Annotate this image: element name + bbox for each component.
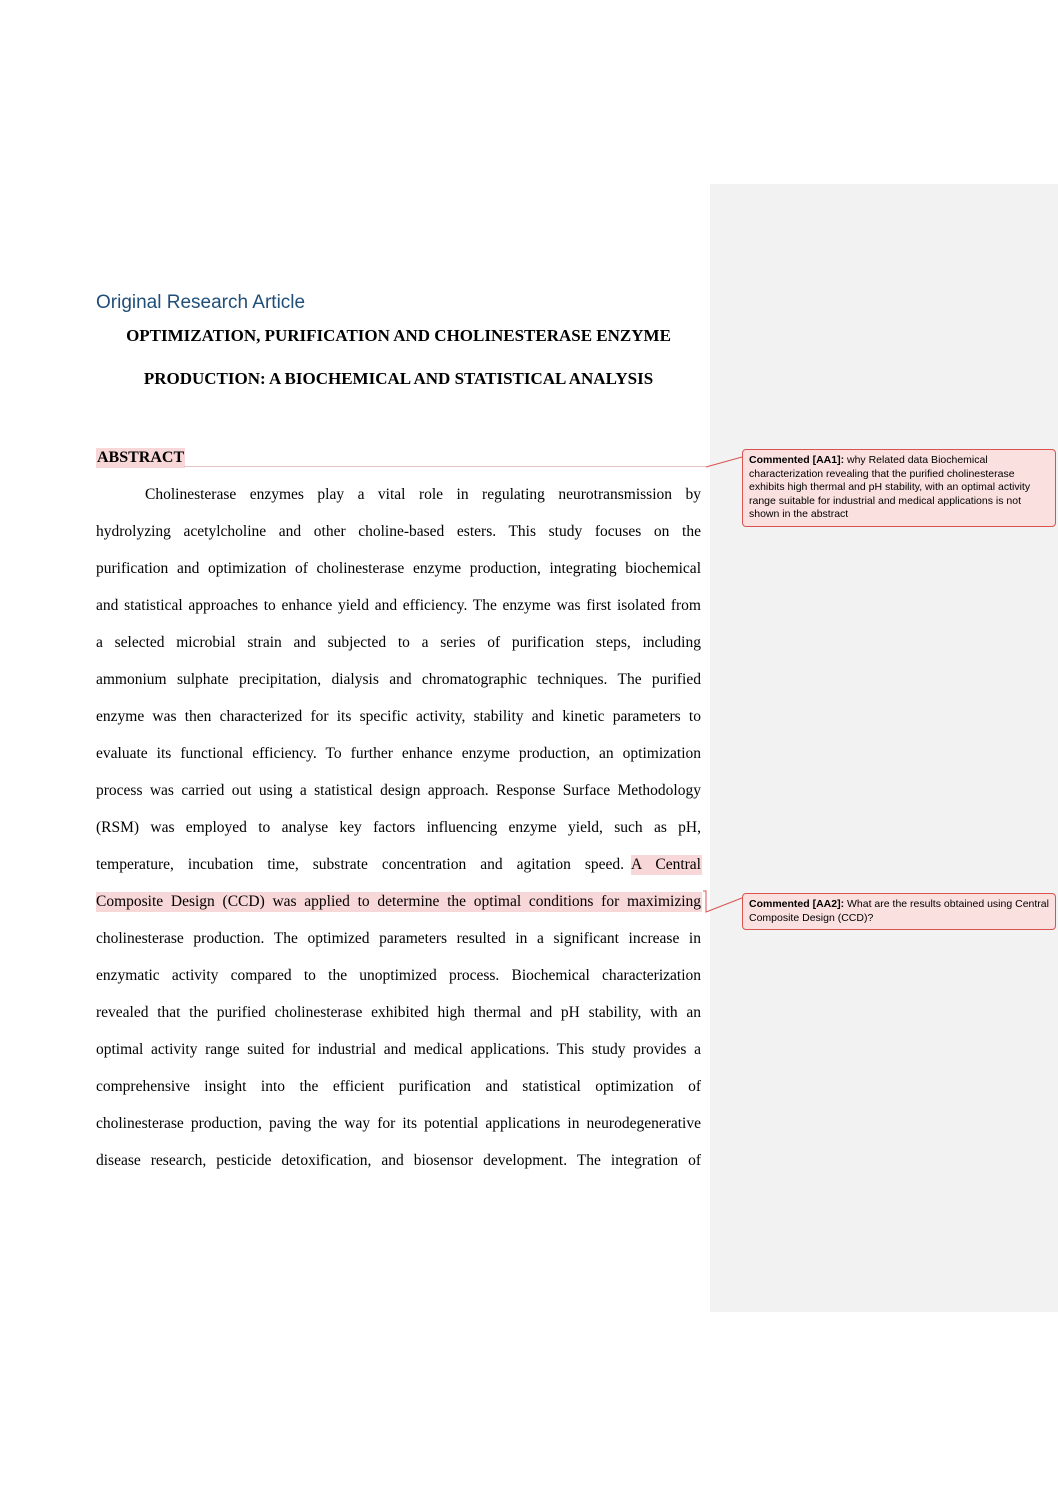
abstract-line: cholinesterase production, paving the way for its potential applications in neurodegenerative	[96, 1115, 701, 1132]
comment-author: Commented [AA1]:	[749, 454, 845, 466]
article-type-label: Original Research Article	[96, 292, 306, 313]
abstract-line: Cholinesterase enzymes play a vital role in regulating neurotransmission by	[145, 486, 701, 503]
abstract-line: (RSM) was employed to analyse key factors influencing enzyme yield, such as pH,	[96, 819, 701, 836]
abstract-line-highlighted[interactable]: A Central	[631, 856, 701, 873]
abstract-line: a selected microbial strain and subjected to a series of purification steps, including	[96, 634, 701, 651]
comment-text: What are the results obtained using Central Composite Design (CCD)?	[749, 898, 1049, 924]
comment-balloon-aa1[interactable]	[742, 449, 1056, 527]
abstract-line: purification and optimization of cholinesterase enzyme production, integrating biochemical	[96, 560, 701, 577]
comment-pane	[710, 184, 1058, 1312]
comment-balloon-aa2[interactable]	[742, 893, 1056, 930]
abstract-line-highlighted[interactable]: Composite Design (CCD) was applied to determine the optimal conditions for maximizing	[96, 893, 701, 910]
abstract-line: enzyme was then characterized for its specific activity, stability and kinetic parameters to	[96, 708, 701, 725]
abstract-line: ammonium sulphate precipitation, dialysis and chromatographic techniques. The purified	[96, 671, 701, 688]
comment-author: Commented [AA2]:	[749, 898, 845, 910]
abstract-line: comprehensive insight into the efficient purification and statistical optimization of	[96, 1078, 701, 1095]
abstract-line: hydrolyzing acetylcholine and other choline-based esters. This study focuses on the	[96, 523, 701, 540]
abstract-line: revealed that the purified cholinesterase exhibited high thermal and pH stability, with an	[96, 1004, 701, 1021]
abstract-heading[interactable]: ABSTRACT	[97, 449, 185, 466]
abstract-line: evaluate its functional efficiency. To further enhance enzyme production, an optimization	[96, 745, 701, 762]
abstract-line: optimal activity range suited for industrial and medical applications. This study provides a	[96, 1041, 701, 1058]
abstract-line: cholinesterase production. The optimized parameters resulted in a significant increase in	[96, 930, 701, 947]
title-line-2: PRODUCTION: A BIOCHEMICAL AND STATISTICAL ANALYSIS	[143, 369, 654, 388]
abstract-line: enzymatic activity compared to the unoptimized process. Biochemical characterization	[96, 967, 701, 984]
abstract-line: disease research, pesticide detoxification, and biosensor development. The integration of	[96, 1152, 701, 1169]
comment-anchor-rule	[184, 466, 706, 467]
abstract-line: and statistical approaches to enhance yield and efficiency. The enzyme was first isolated from	[96, 597, 701, 614]
abstract-line: temperature, incubation time, substrate concentration and agitation speed.	[96, 856, 624, 873]
title-line-1: OPTIMIZATION, PURIFICATION AND CHOLINESTERASE ENZYME	[126, 326, 671, 345]
comment-text: why Related data Biochemical characterization revealing that the purified cholinesterase exhibits high thermal and pH stability, with an optimal activity range suitable for industrial and medical applications is not shown in the abstract	[749, 454, 1031, 520]
abstract-line: process was carried out using a statistical design approach. Response Surface Methodology	[96, 782, 701, 799]
